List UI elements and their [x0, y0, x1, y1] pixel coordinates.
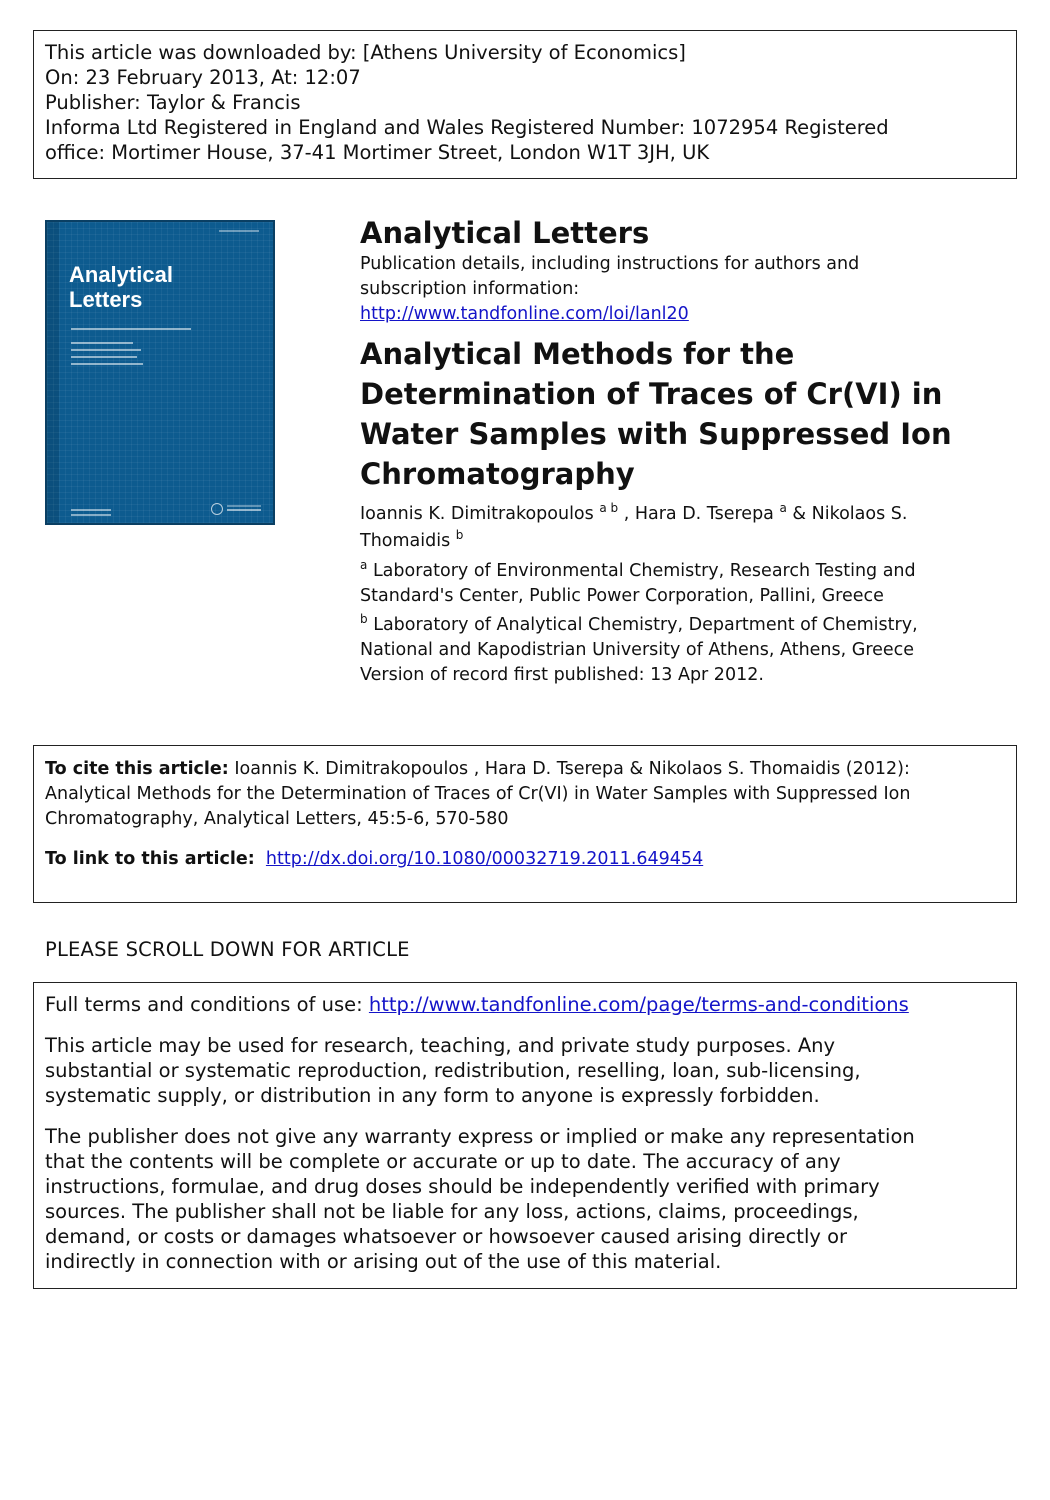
terms-line: instructions, formulae, and drug doses should be independently verified with primary [45, 1175, 880, 1198]
author-list [360, 501, 1000, 555]
author-name: Thomaidis [360, 531, 451, 551]
terms-line: The publisher does not give any warranty express or implied or make any representation [45, 1125, 915, 1148]
article-title-line: Water Samples with Suppressed Ion [360, 417, 952, 451]
terms-line: systematic supply, or distribution in any form to anyone is expressly forbidden. [45, 1084, 820, 1107]
article-title-line: Determination of Traces of Cr(VI) in [360, 377, 943, 411]
affiliation-line: Laboratory of Analytical Chemistry, Department of Chemistry, [373, 615, 918, 635]
article-info [360, 214, 1000, 688]
citation-box [33, 745, 1017, 903]
download-line: Informa Ltd Registered in England and Wales Registered Number: 1072954 Registered [45, 116, 889, 139]
download-line: On: 23 February 2013, At: 12:07 [45, 66, 361, 89]
scroll-down-note: PLEASE SCROLL DOWN FOR ARTICLE [45, 938, 410, 961]
terms-line: demand, or costs or damages whatsoever or howsoever caused arising directly or [45, 1225, 848, 1248]
cover-editor-lines [71, 509, 111, 511]
terms-paragraph-warranty [45, 1124, 1005, 1274]
affiliation-line: National and Kapodistrian University of Athens, Athens, Greece [360, 640, 915, 660]
affiliation-mark: a [360, 558, 368, 572]
download-line: This article was downloaded by: [Athens University of Economics] [45, 41, 686, 64]
doi-link[interactable]: http://dx.doi.org/10.1080/00032719.2011.649454 [265, 849, 704, 869]
terms-paragraph-usage [45, 1033, 1005, 1108]
journal-url-link[interactable]: http://www.tandfonline.com/loi/lanl20 [360, 304, 689, 324]
cover-title [69, 262, 173, 312]
journal-cover-image [45, 220, 275, 525]
terms-link[interactable]: http://www.tandfonline.com/page/terms-and-conditions [368, 993, 909, 1016]
cover-title-line: Letters [69, 287, 143, 312]
author-name: & Nikolaos S. [792, 504, 908, 524]
download-line: Publisher: Taylor & Francis [45, 91, 301, 114]
cover-top-rule [219, 230, 259, 232]
author-name: Ioannis K. Dimitrakopoulos [360, 504, 594, 524]
affiliation-b [360, 613, 1000, 688]
affiliation-a [360, 559, 1000, 609]
article-title-line: Analytical Methods for the [360, 337, 795, 371]
journal-title: Analytical Letters [360, 216, 650, 250]
publisher-logo-icon [227, 509, 261, 511]
cover-seal-icon [211, 503, 223, 515]
terms-label: Full terms and conditions of use: [45, 993, 363, 1016]
pub-details-line: Publication details, including instructions for authors and [360, 254, 860, 274]
download-info-box [33, 30, 1017, 179]
cite-line: Analytical Methods for the Determination of Traces of Cr(VI) in Water Samples with Suppressed Ion [45, 784, 911, 804]
cover-text-lines [71, 328, 191, 370]
author-affiliation-mark: a [779, 501, 787, 515]
pub-details-line: subscription information: [360, 279, 580, 299]
download-line: office: Mortimer House, 37-41 Mortimer Street, London W1T 3JH, UK [45, 141, 710, 164]
link-label: To link to this article: [45, 849, 255, 869]
cite-line: Ioannis K. Dimitrakopoulos , Hara D. Tserepa & Nikolaos S. Thomaidis (2012): [234, 759, 910, 779]
terms-line: indirectly in connection with or arising out of the use of this material. [45, 1250, 722, 1273]
cite-line: Chromatography, Analytical Letters, 45:5-6, 570-580 [45, 809, 509, 829]
terms-heading [45, 992, 1005, 1017]
article-title-line: Chromatography [360, 457, 635, 491]
cover-title-line: Analytical [69, 262, 173, 287]
terms-box [33, 982, 1017, 1289]
publication-details [360, 252, 1000, 327]
cite-label: To cite this article: [45, 759, 229, 779]
terms-line: substantial or systematic reproduction, redistribution, reselling, loan, sub-licensing, [45, 1059, 861, 1082]
author-affiliation-mark: a b [599, 501, 619, 515]
article-link-line [45, 847, 1005, 872]
author-name: , Hara D. Tserepa [623, 504, 774, 524]
affiliation-mark: b [360, 612, 368, 626]
article-title [360, 334, 1000, 494]
cover-spine [47, 222, 59, 523]
affiliation-line: Laboratory of Environmental Chemistry, Research Testing and [372, 561, 916, 581]
affiliation-line: Standard's Center, Public Power Corporation, Pallini, Greece [360, 586, 884, 606]
terms-line: that the contents will be complete or accurate or up to date. The accuracy of any [45, 1150, 841, 1173]
publication-version: Version of record first published: 13 Apr 2012. [360, 665, 764, 685]
terms-line: This article may be used for research, teaching, and private study purposes. Any [45, 1034, 836, 1057]
citation-text [45, 757, 1005, 832]
terms-line: sources. The publisher shall not be liable for any loss, actions, claims, proceedings, [45, 1200, 859, 1223]
author-affiliation-mark: b [455, 528, 464, 542]
